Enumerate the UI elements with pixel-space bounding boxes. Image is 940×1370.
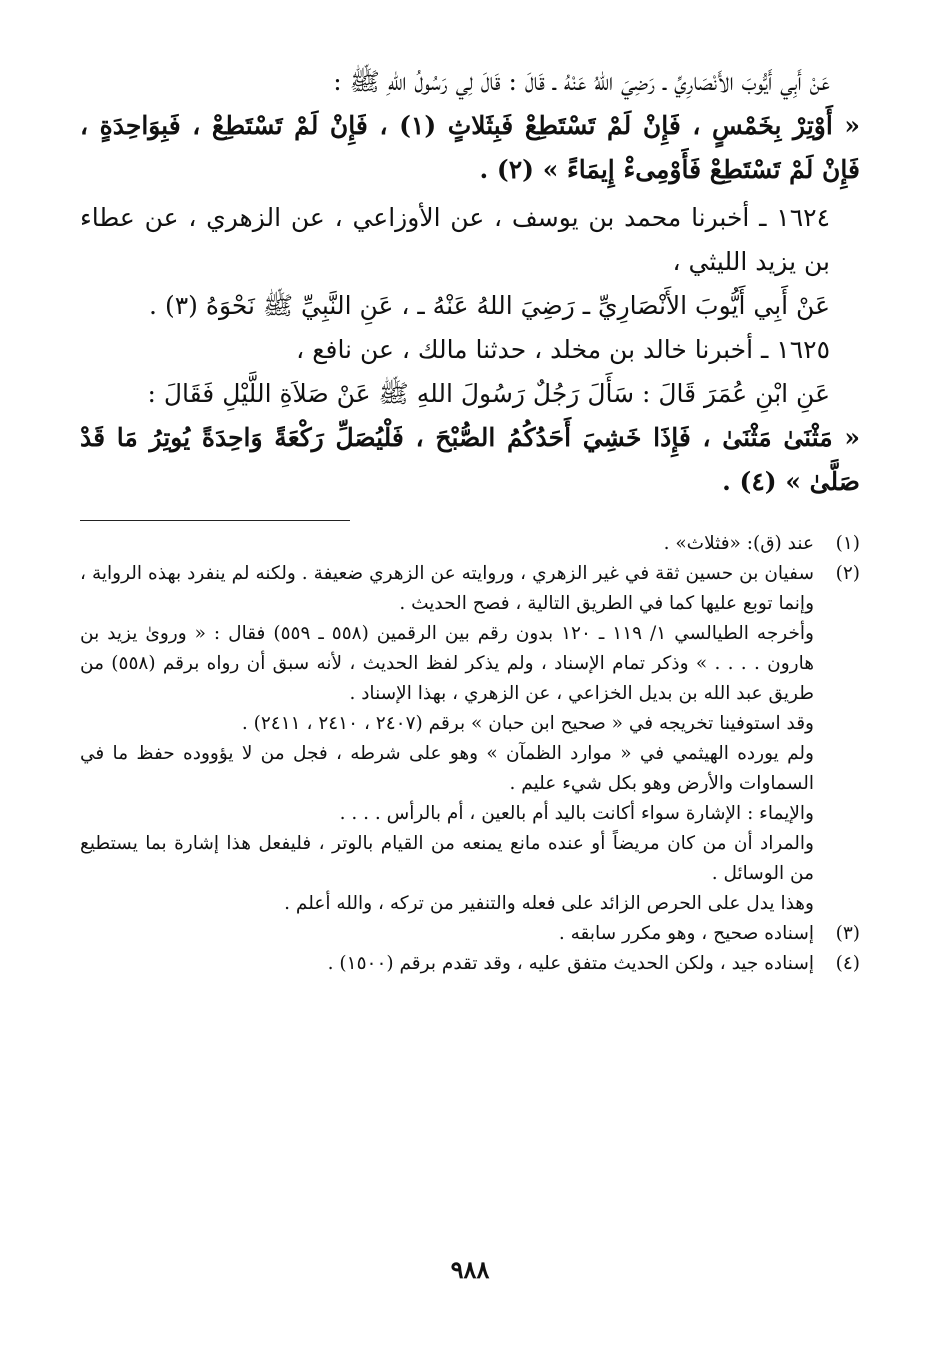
footnote-number: (٢) (835, 563, 860, 584)
footnotes (80, 529, 860, 979)
footnote-number: (١) (835, 533, 860, 554)
footnote-line: ولم يورده الهيثمي في « موارد الظمآن » وهو على شرطه ، فجل من لا يؤووده حفظ ما في السماوات والأرض وهو بكل شيء عليم . (80, 743, 814, 794)
hadith-intro-2: عَنْ أَبِي أَيُّوبَ الأَنْصَارِيِّ ـ رَضِيَ اللهُ عَنْهُ ـ ، عَنِ النَّبِيِّ ﷺ نَحْوَهُ (٣) . (149, 291, 830, 320)
page-body (80, 60, 860, 979)
footnote-line: وأخرجه الطيالسي ١/ ١١٩ ـ ١٢٠ بدون رقم بين الرقمين (٥٥٨ ـ ٥٥٩) فقال : « وروىٰ يزيد بن هارون . . . . » وذكر تمام الإسناد ، ولم يذكر لفظ الحديث ، لأنه سبق أن رواه برقم (٥٥٨) من طريق عبد الله بن بديل الخزاعي ، عن الزهري ، بهذا الإسناد . (80, 623, 815, 704)
footnote-separator (80, 520, 350, 521)
footnote-number: (٣) (835, 923, 860, 944)
footnote-line: والإيماء : الإشارة سواء أكانت باليد أم بالعين ، أم بالرأس . . . . (339, 803, 814, 824)
footnote-2 (80, 559, 860, 919)
footnote-line: وهذا يدل على الحرص الزائد على فعله والتنفير من تركه ، والله أعلم . (284, 893, 814, 914)
footnote-line: إسناده صحيح ، وهو مكرر سابقه . (558, 923, 814, 944)
footnote-4 (80, 949, 860, 979)
isnad-1624: ١٦٢٤ ـ أخبرنا محمد بن يوسف ، عن الأوزاعي ، عن الزهري ، عن عطاء بن يزيد الليثي ، (80, 203, 830, 276)
footnote-number: (٤) (835, 953, 860, 974)
footnote-line: والمراد أن من كان مريضاً أو عنده مانع يمنعه من القيام بالوتر ، فليفعل هذا إشارة بما يستطيع من الوسائل . (80, 833, 814, 884)
hadith-matn-3: « مَثْنَىٰ مَثْنَىٰ ، فَإِذَا خَشِيَ أَحَدُكُمُ الصُّبْحَ ، فَلْيُصَلِّ رَكْعَةً وَاحِدَةً يُوتِرُ مَا قَدْ صَلَّىٰ » (٤) . (80, 423, 860, 496)
page-number: ٩٨٨ (450, 1255, 490, 1284)
hadith-intro-1: عَنْ أَبِي أَيُّوبَ الأَنْصَارِيِّ ـ رَضِيَ اللهُ عَنْهُ ـ قَالَ : قَالَ لِي رَسُولُ اللهِ ﷺ : (333, 67, 830, 96)
footnote-line: سفيان بن حسين ثقة في غير الزهري ، وروايته عن الزهري ضعيفة . ولكنه لم ينفرد بهذه الرواية ، وإنما توبع عليها كما في الطريق التالية ، فصح الحديث . (80, 563, 814, 614)
isnad-1625: ١٦٢٥ ـ أخبرنا خالد بن مخلد ، حدثنا مالك ، عن نافع ، (296, 335, 830, 364)
footnote-line: وقد استوفينا تخريجه في « صحيح ابن حبان » برقم (٢٤٠٧ ، ٢٤١٠ ، ٢٤١١) . (241, 713, 814, 734)
footnote-line: إسناده جيد ، ولكن الحديث متفق عليه ، وقد تقدم برقم (١٥٠٠) . (327, 953, 814, 974)
footnote-1 (80, 529, 860, 559)
footnote-3 (80, 919, 860, 949)
hadith-matn-1: « أَوْتِرْ بِخَمْسٍ ، فَإِنْ لَمْ تَسْتَطِعْ فَبِثَلاثٍ (١) ، فَإِنْ لَمْ تَسْتَطِعْ ، فَبِوَاحِدَةٍ ، فَإِنْ لَمْ تَسْتَطِعْ فَأَوْمِىءْ إِيمَاءً » (٢) . (80, 111, 860, 184)
footnote-line: عند (ق): «فثلاث» . (663, 533, 814, 554)
hadith-intro-3: عَنِ ابْنِ عُمَرَ قَالَ : سَأَلَ رَجُلٌ رَسُولَ اللهِ ﷺ عَنْ صَلاَةِ اللَّيْلِ فَقَالَ : (147, 379, 830, 408)
